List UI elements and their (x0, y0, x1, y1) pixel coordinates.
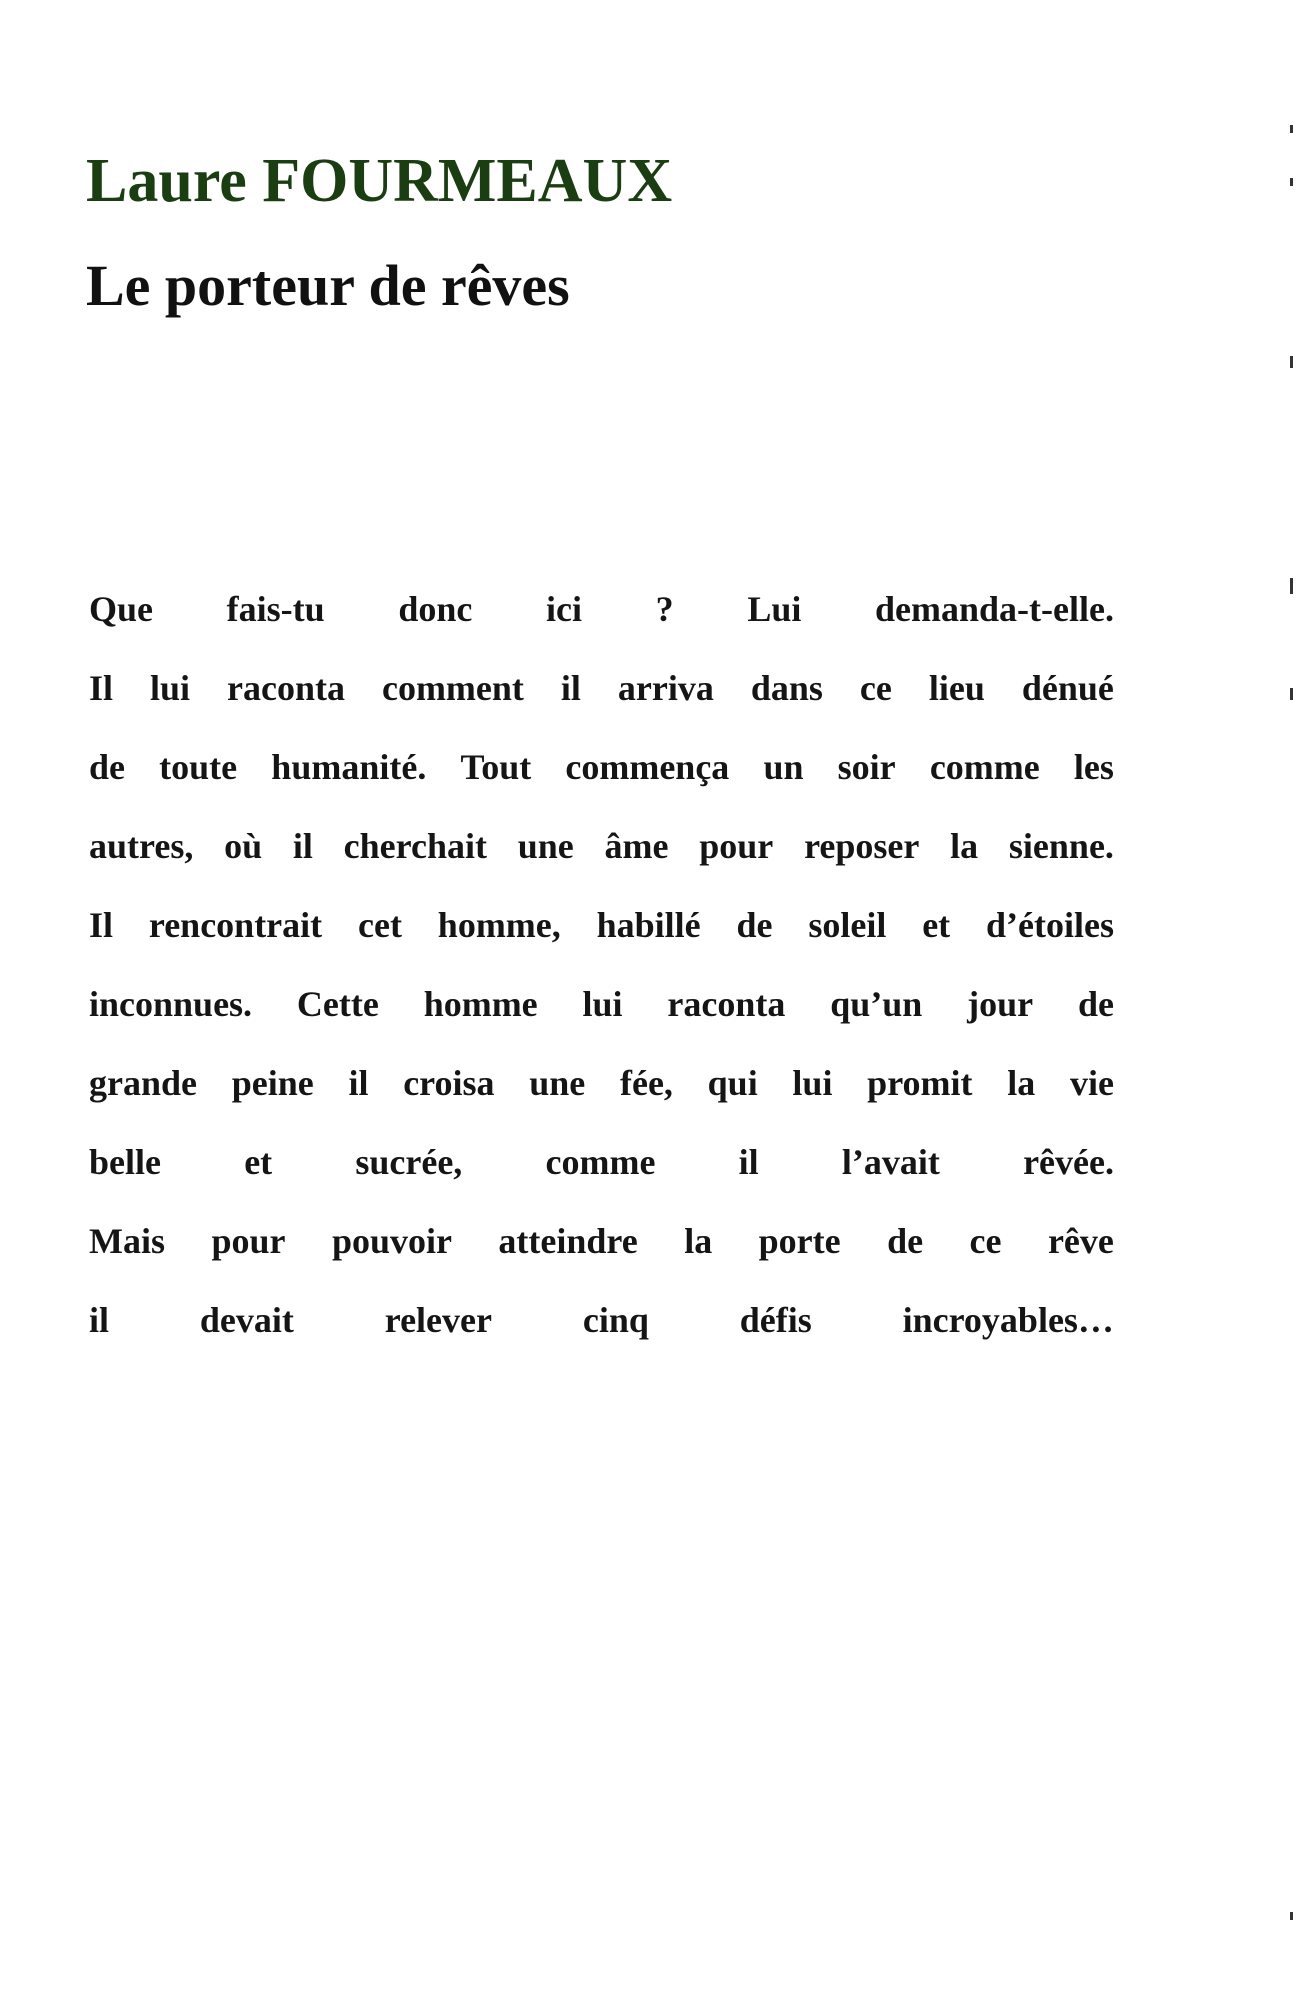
edge-mark (1290, 1912, 1293, 1920)
edge-mark (1290, 688, 1293, 700)
word: peine (231, 1063, 314, 1103)
word: pouvoir (331, 1221, 452, 1261)
text-line (89, 1123, 1114, 1202)
word: Mais (89, 1221, 165, 1261)
word: croisa (403, 1063, 495, 1103)
word: Que (89, 589, 154, 629)
word: autres, (89, 826, 194, 866)
text-line (89, 1281, 1114, 1360)
word: défis (739, 1300, 812, 1340)
word: dans (750, 668, 823, 708)
word: pour (699, 826, 774, 866)
word: ? (655, 589, 674, 629)
word: la (684, 1221, 713, 1261)
word: ce (969, 1221, 1002, 1261)
word: il (348, 1063, 369, 1103)
word: atteindre (498, 1221, 638, 1261)
word: habillé (596, 905, 701, 945)
edge-mark (1290, 125, 1293, 133)
word: lui (150, 668, 191, 708)
word: de (736, 905, 773, 945)
word: vie (1069, 1063, 1114, 1103)
word: il (738, 1142, 759, 1182)
word: raconta (227, 668, 345, 708)
word: promit (867, 1063, 973, 1103)
word: soleil (808, 905, 887, 945)
edge-mark (1290, 578, 1293, 594)
word: donc (398, 589, 473, 629)
text-line (89, 1044, 1114, 1123)
text-line (89, 965, 1114, 1044)
word: où (224, 826, 263, 866)
word: rêvée. (1023, 1142, 1114, 1182)
word: lui (792, 1063, 833, 1103)
word: ce (859, 668, 892, 708)
excerpt-text (89, 570, 1114, 1360)
book-title: Le porteur de rêves (86, 253, 570, 318)
word: rencontrait (148, 905, 323, 945)
word: cet (358, 905, 402, 945)
word: comment (381, 668, 524, 708)
word: la (950, 826, 979, 866)
word: soir (837, 747, 896, 787)
word: comme (929, 747, 1040, 787)
text-line (89, 886, 1114, 965)
word: qu’un (830, 984, 923, 1024)
word: une (517, 826, 574, 866)
word: incroyables… (902, 1300, 1114, 1340)
word: belle (89, 1142, 161, 1182)
word: lieu (928, 668, 985, 708)
word: ici (546, 589, 582, 629)
word: de (1077, 984, 1114, 1024)
word: Tout (460, 747, 532, 787)
word: de (89, 747, 125, 787)
word: un (763, 747, 804, 787)
word: humanité. (271, 747, 427, 787)
word: inconnues. (89, 984, 253, 1024)
text-line (89, 807, 1114, 886)
word: comme (545, 1142, 656, 1182)
word: une (529, 1063, 586, 1103)
word: homme, (437, 905, 561, 945)
word: cherchait (343, 826, 487, 866)
word: fais-tu (226, 589, 325, 629)
word: et (244, 1142, 273, 1182)
word: pour (211, 1221, 286, 1261)
word: grande (89, 1063, 197, 1103)
word: jour (967, 984, 1034, 1024)
edge-mark (1290, 178, 1293, 186)
word: il (560, 668, 581, 708)
word: Il (89, 905, 114, 945)
word: d’étoiles (986, 905, 1114, 945)
author-name: Laure FOURMEAUX (86, 147, 673, 215)
word: sucrée, (355, 1142, 463, 1182)
word: cinq (582, 1300, 649, 1340)
word: rêve (1047, 1221, 1114, 1261)
text-line (89, 728, 1114, 807)
word: sienne. (1008, 826, 1114, 866)
word: les (1073, 747, 1114, 787)
word: Cette (296, 984, 379, 1024)
word: porte (758, 1221, 841, 1261)
edge-mark (1290, 356, 1293, 368)
word: toute (159, 747, 238, 787)
word: il (292, 826, 313, 866)
word: de (887, 1221, 924, 1261)
page-edge-marks (1290, 0, 1300, 2008)
word: relever (384, 1300, 492, 1340)
word: arriva (617, 668, 714, 708)
word: la (1007, 1063, 1036, 1103)
word: il (89, 1300, 110, 1340)
word: qui (707, 1063, 758, 1103)
word: Lui (747, 589, 802, 629)
word: lui (582, 984, 623, 1024)
word: l’avait (841, 1142, 940, 1182)
word: Il (89, 668, 114, 708)
text-line (89, 570, 1114, 649)
word: homme (423, 984, 538, 1024)
word: devait (199, 1300, 294, 1340)
text-line (89, 1202, 1114, 1281)
word: reposer (804, 826, 920, 866)
word: et (922, 905, 951, 945)
word: commença (565, 747, 730, 787)
text-line (89, 649, 1114, 728)
word: raconta (667, 984, 786, 1024)
word: demanda-t-elle. (875, 589, 1114, 629)
word: fée, (619, 1063, 673, 1103)
word: âme (604, 826, 669, 866)
word: dénué (1021, 668, 1114, 708)
